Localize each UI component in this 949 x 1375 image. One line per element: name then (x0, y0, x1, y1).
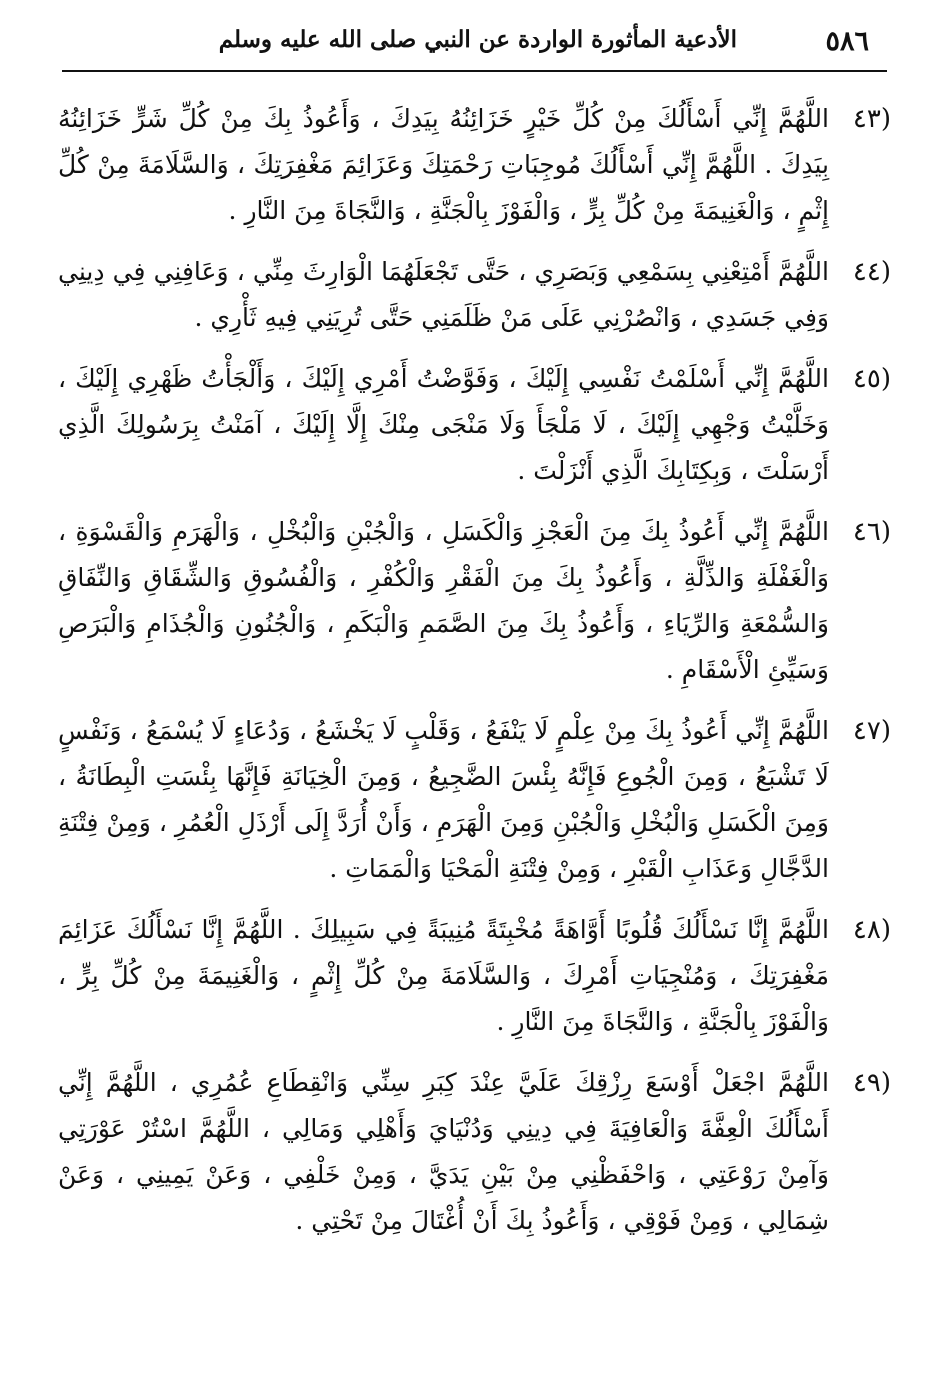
entry-text: اللَّهُمَّ أَمْتِعْنِي بِسَمْعِي وَبَصَرِي ، حَتَّى تَجْعَلَهُمَا الْوَارِثَ مِنِّي ، وَعَافِنِي فِي دِينِي وَفِي جَسَدِي ، وَانْصُرْنِي عَلَى مَنْ ظَلَمَنِي حَتَّى تُرِيَنِي فِيهِ ثَأْرِي . (58, 257, 829, 332)
entry-text: اللَّهُمَّ اجْعَلْ أَوْسَعَ رِزْقِكَ عَلَيَّ عِنْدَ كِبَرِ سِنِّي وَانْقِطَاعِ عُمُرِي ، اللَّهُمَّ إِنِّي أَسْأَلُكَ الْعِفَّةَ وَالْعَافِيَةَ فِي دِينِي وَدُنْيَايَ وَأَهْلِي وَمَالِي ، اللَّهُمَّ اسْتُرْ عَوْرَتِي وَآمِنْ رَوْعَتِي ، وَاحْفَظْنِي مِنْ بَيْنِ يَدَيَّ ، وَمِنْ خَلْفِي ، وَعَنْ يَمِينِي ، وَعَنْ شِمَالِي ، وَمِنْ فَوْقِي ، وَأَعُوذُ بِكَ أَنْ أُغْتَالَ مِنْ تَحْتِي . (58, 1068, 829, 1235)
entry-number: (٤٧ (852, 716, 891, 746)
supplication-49 (58, 1060, 891, 1244)
entry-text: اللَّهُمَّ إِنِّي أَعُوذُ بِكَ مِنَ الْعَجْزِ وَالْكَسَلِ ، وَالْجُبْنِ وَالْبُخْلِ ، وَالْهَرَمِ وَالْقَسْوَةِ ، وَالْغَفْلَةِ وَالذِّلَّةِ ، وَأَعُوذُ بِكَ مِنَ الْفَقْرِ وَالْكُفْرِ ، وَالْفُسُوقِ وَالشِّقَاقِ وَالنِّفَاقِ وَالسُّمْعَةِ وَالرِّيَاءِ ، وَأَعُوذُ بِكَ مِنَ الصَّمَمِ وَالْبَكَمِ ، وَالْجُنُونِ وَالْجُذَامِ وَالْبَرَصِ وَسَيِّئِ الْأَسْقَامِ . (58, 517, 829, 684)
entry-number: (٤٨ (852, 915, 891, 945)
entry-number: (٤٤ (852, 257, 891, 287)
running-title: الأدعية المأثورة الواردة عن النبي صلى الله عليه وسلم (218, 26, 737, 53)
entry-text: اللَّهُمَّ إِنِّي أَعُوذُ بِكَ مِنْ عِلْمٍ لَا يَنْفَعُ ، وَقَلْبٍ لَا يَخْشَعُ ، وَدُعَاءٍ لَا يُسْمَعُ ، وَنَفْسٍ لَا تَشْبَعُ ، وَمِنَ الْجُوعِ فَإِنَّهُ بِئْسَ الضَّجِيعُ ، وَمِنَ الْخِيَانَةِ فَإِنَّهَا بِئْسَتِ الْبِطَانَةُ ، وَمِنَ الْكَسَلِ وَالْبُخْلِ وَالْجُبْنِ وَمِنَ الْهَرَمِ ، وَأَنْ أُرَدَّ إِلَى أَرْذَلِ الْعُمُرِ ، وَمِنْ فِتْنَةِ الدَّجَّالِ وَعَذَابِ الْقَبْرِ ، وَمِنْ فِتْنَةِ الْمَحْيَا وَالْمَمَاتِ . (58, 716, 829, 883)
supplication-47 (58, 708, 891, 892)
header-rule (62, 70, 887, 72)
entry-number: (٤٣ (852, 104, 891, 134)
supplication-list (58, 96, 891, 1259)
entry-text: اللَّهُمَّ إِنِّي أَسْلَمْتُ نَفْسِي إِلَيْكَ ، وَفَوَّضْتُ أَمْرِي إِلَيْكَ ، وَأَلْجَأْتُ ظَهْرِي إِلَيْكَ ، وَخَلَّيْتُ وَجْهِي إِلَيْكَ ، لَا مَلْجَأَ وَلَا مَنْجَى مِنْكَ إِلَّا إِلَيْكَ ، آمَنْتُ بِرَسُولِكَ الَّذِي أَرْسَلْتَ ، وَبِكِتَابِكَ الَّذِي أَنْزَلْتَ . (58, 364, 830, 485)
supplication-48 (58, 907, 891, 1045)
page-header (62, 22, 887, 68)
page-number: ٥٨٦ (825, 26, 869, 57)
supplication-43 (58, 96, 891, 234)
entry-text: اللَّهُمَّ إِنِّي أَسْأَلُكَ مِنْ كُلِّ خَيْرٍ خَزَائِنُهُ بِيَدِكَ ، وَأَعُوذُ بِكَ مِنْ كُلِّ شَرٍّ خَزَائِنُهُ بِيَدِكَ . اللَّهُمَّ إِنِّي أَسْأَلُكَ مُوجِبَاتِ رَحْمَتِكَ وَعَزَائِمَ مَغْفِرَتِكَ ، وَالسَّلَامَةَ مِنْ كُلِّ إِثْمٍ ، وَالْغَنِيمَةَ مِنْ كُلِّ بِرٍّ ، وَالْفَوْزَ بِالْجَنَّةِ ، وَالنَّجَاةَ مِنَ النَّارِ . (58, 104, 829, 225)
supplication-44 (58, 249, 891, 341)
entry-number: (٤٩ (852, 1068, 891, 1098)
supplication-46 (58, 509, 891, 693)
entry-number: (٤٥ (852, 364, 891, 394)
supplication-45 (58, 356, 891, 494)
entry-number: (٤٦ (852, 517, 891, 547)
entry-text: اللَّهُمَّ إِنَّا نَسْأَلُكَ قُلُوبًا أَوَّاهَةً مُخْبِتَةً مُنِيبَةً فِي سَبِيلِكَ . اللَّهُمَّ إِنَّا نَسْأَلُكَ عَزَائِمَ مَغْفِرَتِكَ ، وَمُنْجِيَاتِ أَمْرِكَ ، وَالسَّلَامَةَ مِنْ كُلِّ إِثْمٍ ، وَالْغَنِيمَةَ مِنْ كُلِّ بِرٍّ ، وَالْفَوْزَ بِالْجَنَّةِ ، وَالنَّجَاةَ مِنَ النَّارِ . (58, 915, 829, 1036)
